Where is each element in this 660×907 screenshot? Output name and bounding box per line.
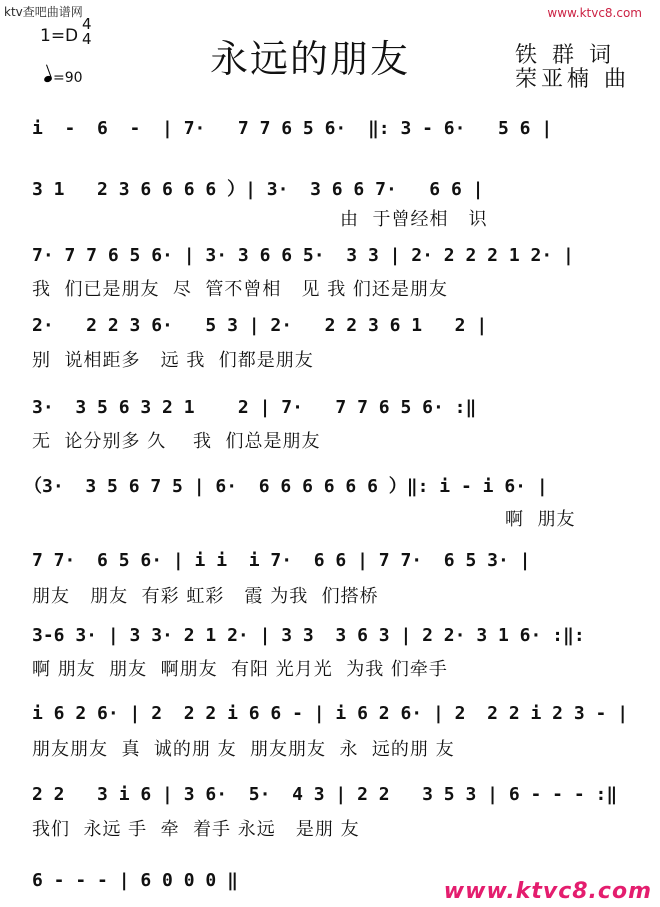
score-row-7-notes: 7 7· 6 5 6· | i i i 7· 6 6 | 7 7· 6 5 3· |: [32, 550, 531, 571]
score-row-4-lyrics: 别 说相距多 远 我 们都是朋友: [32, 350, 314, 371]
score-row-9-notes: i 6 2 6· | 2 2 2 i 6 6 - | i 6 2 6· | 2 2 2 i 2 3 - |: [32, 703, 629, 724]
score-row-2-notes: 3 1 2 3 6 6 6 6 ）| 3· 3 6 6 7· 6 6 |: [32, 179, 484, 200]
site-url-top[interactable]: www.ktvc8.com: [547, 6, 642, 20]
score-row-5-notes: 3· 3 5 6 3 2 1 2 | 7· 7 7 6 5 6· :‖: [32, 397, 477, 418]
song-title: 永远的朋友: [210, 37, 411, 81]
score-row-1-notes: i - 6 - | 7· 7 7 6 5 6· ‖: 3 - 6· 5 6 |: [32, 118, 553, 139]
score-row-8-notes: 3-6 3· | 3 3· 2 1 2· | 3 3 3 6 3 | 2 2· 3 1 6· :‖:: [32, 625, 585, 646]
score-row-3-lyrics: 我 们已是朋友 尽 管不曾相 见 我 们还是朋友: [32, 279, 448, 300]
lyricist-credit: 铁 群 词: [515, 43, 615, 68]
key-signature: 1=D: [40, 26, 79, 46]
time-signature: [82, 17, 92, 47]
score-row-7-lyrics: 朋友 朋友 有彩 虹彩 霞 为我 们搭桥: [32, 586, 379, 607]
time-signature-bottom: 4: [82, 30, 92, 48]
score-row-6-notes: （3· 3 5 6 7 5 | 6· 6 6 6 6 6 6 ）‖: i - i 6· |: [24, 476, 548, 497]
score-row-10-notes: 2 2 3 i 6 | 3 6· 5· 4 3 | 2 2 3 5 3 | 6 - - - :‖: [32, 784, 618, 805]
site-url-bottom[interactable]: www.ktvc8.com: [443, 879, 652, 904]
score-row-6-lyrics: 啊 朋友: [505, 509, 576, 530]
score-row-11-notes: 6 - - - | 6 0 0 0 ‖: [32, 870, 238, 891]
tempo-marking: [44, 70, 83, 86]
score-row-2-lyrics: 由 于曾经相 识: [340, 209, 488, 230]
time-signature-top: 4: [82, 15, 92, 33]
site-watermark-top: ktv查吧曲谱网: [4, 5, 83, 19]
score-row-8-lyrics: 啊 朋友 朋友 啊朋友 有阳 光月光 为我 们牵手: [32, 659, 448, 680]
score-row-9-lyrics: 朋友朋友 真 诚的朋 友 朋友朋友 永 远的朋 友: [32, 739, 455, 760]
score-row-3-notes: 7· 7 7 6 5 6· | 3· 3 6 6 5· 3 3 | 2· 2 2 2 1 2· |: [32, 245, 574, 266]
tempo-value: =90: [53, 70, 83, 86]
score-row-4-notes: 2· 2 2 3 6· 5 3 | 2· 2 2 3 6 1 2 |: [32, 315, 488, 336]
score-row-5-lyrics: 无 论分别多 久 我 们总是朋友: [32, 431, 321, 452]
composer-credit: 荣亚楠 曲: [515, 67, 630, 92]
score-row-10-lyrics: 我们 永远 手 牵 着手 永远 是朋 友: [32, 819, 360, 840]
quarter-note-icon: [43, 75, 53, 83]
